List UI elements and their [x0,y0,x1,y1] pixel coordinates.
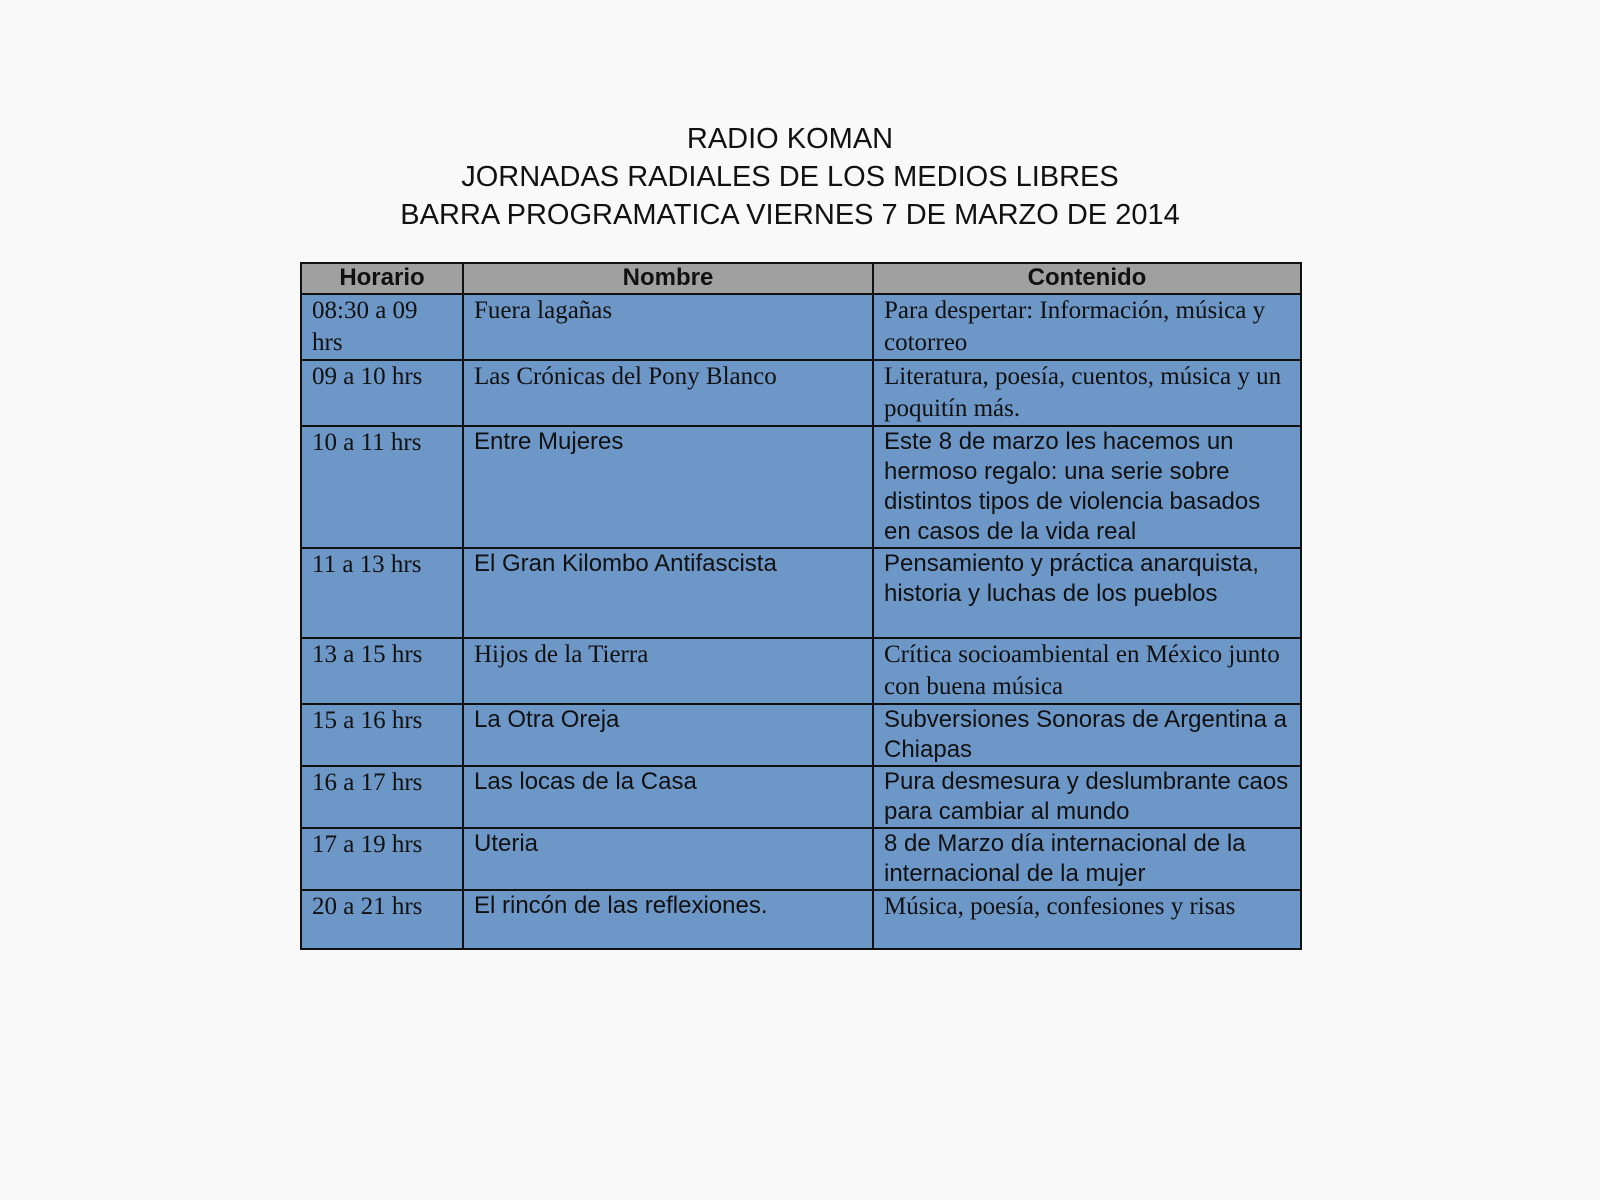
cell-contenido: Literatura, poesía, cuentos, música y un poquitín más. [873,360,1301,426]
cell-nombre: Fuera lagañas [463,294,873,360]
cell-contenido: Pura desmesura y deslumbrante caos para cambiar al mundo [873,766,1301,828]
table-row [301,766,1301,828]
title-line-station: RADIO KOMAN [686,123,894,155]
table-row [301,294,1301,360]
cell-nombre: Entre Mujeres [463,426,873,548]
cell-nombre: Las Crónicas del Pony Blanco [463,360,873,426]
header-contenido: Contenido [873,263,1301,294]
cell-contenido: Pensamiento y práctica anarquista, historia y luchas de los pueblos [873,548,1301,638]
cell-horario: 13 a 15 hrs [301,638,463,704]
document-title [0,120,1580,234]
table-row [301,828,1301,890]
header-row [301,263,1301,294]
cell-nombre: La Otra Oreja [463,704,873,766]
cell-horario: 16 a 17 hrs [301,766,463,828]
table-row [301,704,1301,766]
cell-contenido: 8 de Marzo día internacional de la internacional de la mujer [873,828,1301,890]
cell-horario: 11 a 13 hrs [301,548,463,638]
cell-contenido: Para despertar: Información, música y cotorreo [873,294,1301,360]
table-row [301,360,1301,426]
cell-nombre: Las locas de la Casa [463,766,873,828]
cell-horario: 09 a 10 hrs [301,360,463,426]
cell-contenido: Subversiones Sonoras de Argentina a Chiapas [873,704,1301,766]
cell-horario: 15 a 16 hrs [301,704,463,766]
cell-contenido: Crítica socioambiental en México junto con buena música [873,638,1301,704]
title-line-event: JORNADAS RADIALES DE LOS MEDIOS LIBRES [461,161,1119,193]
cell-contenido: Este 8 de marzo les hacemos un hermoso regalo: una serie sobre distintos tipos de violencia basados en casos de la vida real [873,426,1301,548]
table-row [301,638,1301,704]
cell-horario: 08:30 a 09 hrs [301,294,463,360]
cell-nombre: Hijos de la Tierra [463,638,873,704]
title-line-schedule-date: BARRA PROGRAMATICA VIERNES 7 DE MARZO DE 2014 [400,199,1180,231]
table-row [301,890,1301,949]
cell-horario: 17 a 19 hrs [301,828,463,890]
cell-contenido: Música, poesía, confesiones y risas [873,890,1301,949]
cell-nombre: El Gran Kilombo Antifascista [463,548,873,638]
header-nombre: Nombre [463,263,873,294]
cell-nombre: El rincón de las reflexiones. [463,890,873,949]
schedule-table [300,262,1302,950]
cell-horario: 20 a 21 hrs [301,890,463,949]
header-horario: Horario [301,263,463,294]
table-row [301,426,1301,548]
table-row [301,548,1301,638]
cell-nombre: Uteria [463,828,873,890]
cell-horario: 10 a 11 hrs [301,426,463,548]
